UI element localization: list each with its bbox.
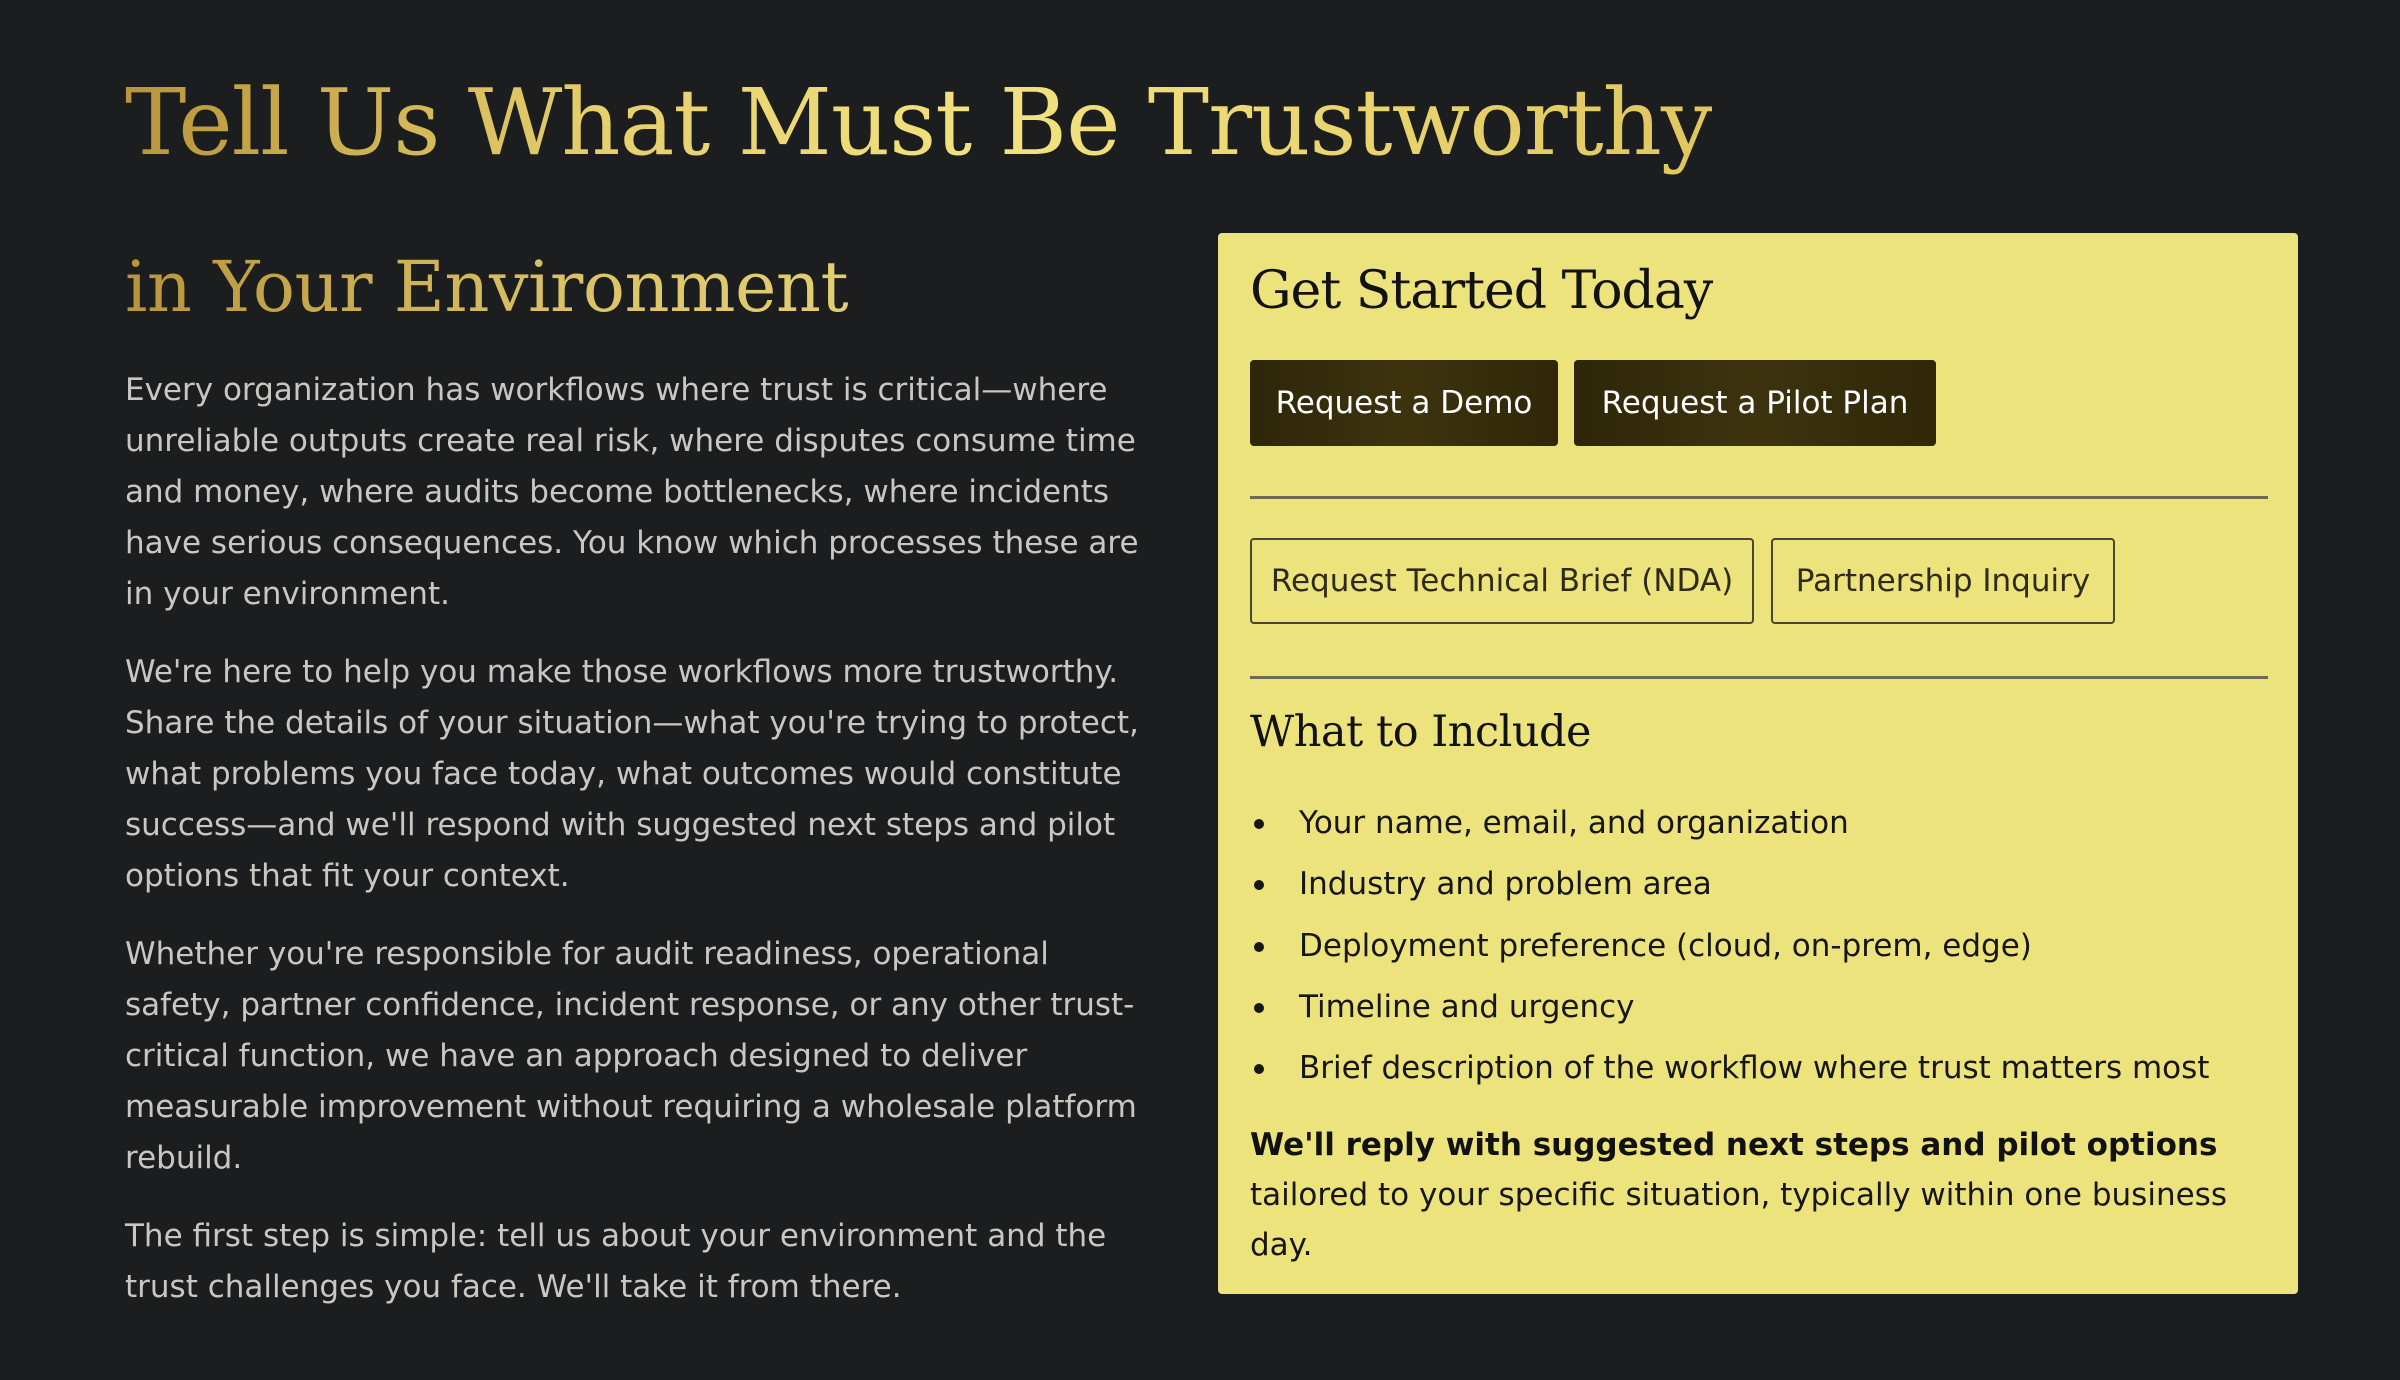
reply-note-bold: We'll reply with suggested next steps and pilot options <box>1250 1127 2218 1163</box>
list-item-text: Deployment preference (cloud, on-prem, edge) <box>1299 927 2032 964</box>
partnership-inquiry-button[interactable]: Partnership Inquiry <box>1771 538 2115 624</box>
intro-paragraph-3: Whether you're responsible for audit readiness, operational safety, partner confidence, incident response, or any other trust-critical function, we have an approach designed to deliver measurable improvement without requiring a wholesale platform rebuild. <box>125 936 1137 1176</box>
intro-paragraph-4: The first step is simple: tell us about your environment and the trust challenges you face. We'll take it from there. <box>125 1218 1107 1305</box>
include-title: What to Include <box>1250 707 1591 757</box>
list-item <box>1250 1046 2209 1107</box>
reply-note-text: tailored to your specific situation, typically within one business day. <box>1250 1177 2227 1263</box>
list-item <box>1250 924 2209 985</box>
divider <box>1250 676 2268 679</box>
request-technical-brief-button[interactable]: Request Technical Brief (NDA) <box>1250 538 1754 624</box>
intro-section <box>125 245 1155 1340</box>
list-item-text: Your name, email, and organization <box>1299 805 1849 841</box>
bullet-icon <box>1254 942 1264 952</box>
list-item-text: Brief description of the workflow where trust matters most <box>1299 1050 2210 1087</box>
list-item <box>1250 862 2209 923</box>
bullet-icon <box>1254 1064 1264 1074</box>
intro-paragraph-1: Every organization has workflows where trust is critical—where unreliable outputs create real risk, where disputes consume time and money, where audits become bottlenecks, where incidents have serious consequences. You know which processes these are in your environment. <box>125 372 1139 612</box>
list-item <box>1250 801 2209 862</box>
bullet-icon <box>1254 819 1264 829</box>
divider <box>1250 496 2268 499</box>
list-item-text: Industry and problem area <box>1299 866 1712 903</box>
page-subtitle: in Your Environment <box>125 245 1155 329</box>
reply-note <box>1250 1120 2270 1270</box>
list-item <box>1250 985 2209 1046</box>
bullet-icon <box>1254 1003 1264 1013</box>
panel-title: Get Started Today <box>1250 261 1713 321</box>
bullet-icon <box>1254 880 1264 890</box>
request-demo-button[interactable]: Request a Demo <box>1250 360 1558 446</box>
page-title: Tell Us What Must Be Trustworthy <box>125 68 1712 178</box>
list-item-text: Timeline and urgency <box>1299 988 1635 1025</box>
request-pilot-plan-button[interactable]: Request a Pilot Plan <box>1574 360 1936 446</box>
include-list <box>1250 801 2209 1107</box>
get-started-panel <box>1218 233 2298 1294</box>
intro-paragraph-2: We're here to help you make those workflows more trustworthy. Share the details of your situation—what you're trying to protect, what problems you face today, what outcomes would constitute success—and we'll respond with suggested next steps and pilot options that fit your context. <box>125 654 1139 894</box>
